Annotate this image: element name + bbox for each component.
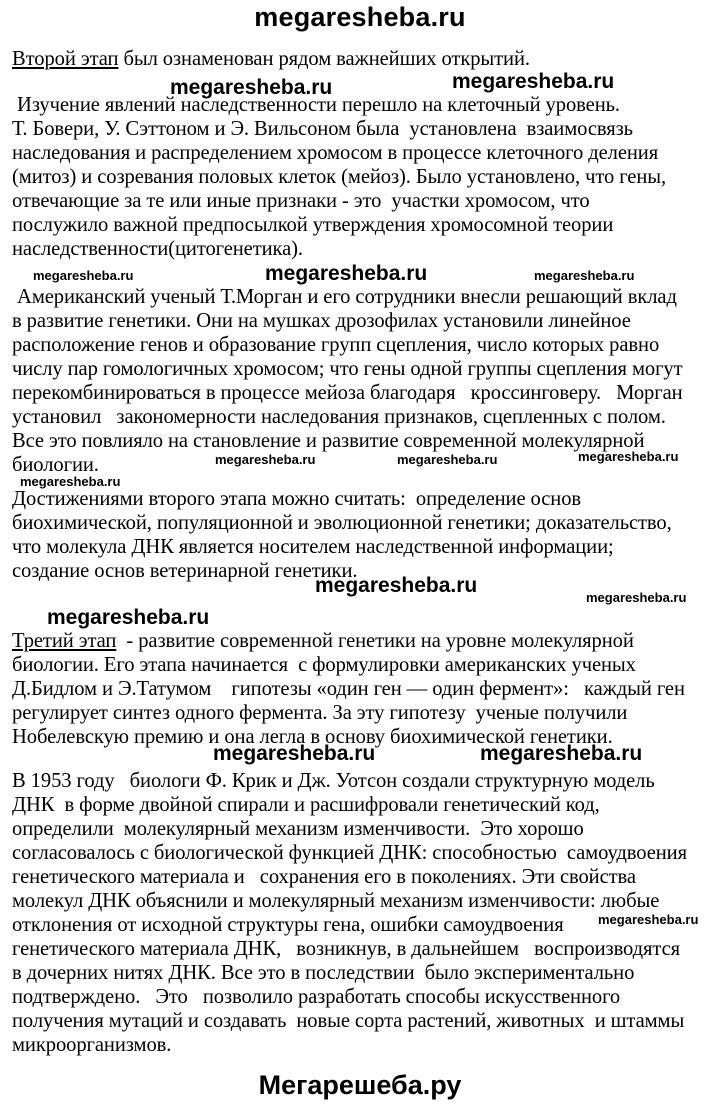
text-line: Изучение явлений наследственности перешло на клеточный уровень. (12, 94, 620, 116)
text-line: Достижениями второго этапа можно считать: определение основ (12, 488, 582, 510)
site-header: megaresheba.ru (254, 2, 466, 32)
text-line: отклонения от исходной структуры гена, ошибки самоудвоения (12, 914, 564, 936)
watermark: megaresheba.ru (598, 912, 699, 927)
text-line: в дочерних нитях ДНК. Все это в последствии было экспериментально (12, 962, 635, 984)
site-footer: Мегарешеба.ру (258, 1070, 462, 1100)
text-line: Все это повлияло на становление и развитие современной молекулярной (12, 430, 645, 452)
text-line: в развитие генетики. Они на мушках дрозофилах установили линейное (12, 310, 631, 332)
text-line: создание основ ветеринарной генетики. (12, 560, 358, 582)
text-line: ДНК в форме двойной спирали и расшифровали генетический код, (12, 794, 600, 816)
text-line: Т. Бовери, У. Сэттоном и Э. Вильсоном была установлена взаимосвязь (12, 118, 633, 140)
text-line: генетического материала ДНК, возникнув, в дальнейшем воспроизводятся (12, 938, 680, 960)
watermark: megaresheba.ru (578, 449, 679, 464)
stage-two-label: Второй этап (12, 48, 119, 70)
text-line: перекомбинироваться в процессе мейоза благодаря кроссинговеру. Морган (12, 382, 683, 404)
text-line: генетического материала и сохранения его в поколениях. Эти свойства (12, 866, 636, 888)
text-line: установил закономерности наследования признаков, сцепленных с полом. (12, 406, 666, 428)
text-line: молекул ДНК объяснили и молекулярный механизм изменчивости: любые (12, 890, 660, 912)
watermark: megaresheba.ru (33, 268, 134, 283)
text-line: биохимической, популяционной и эволюционной генетики; доказательство, (12, 512, 672, 534)
watermark: megaresheba.ru (20, 474, 121, 489)
text-line: что молекула ДНК является носителем наследственной информации; (12, 536, 614, 558)
text-line: определили молекулярный механизм изменчивости. Это хорошо (12, 818, 584, 840)
text-line: отвечающие за те или иные признаки - это участки хромосом, что (12, 190, 590, 212)
watermark: megaresheba.ru (534, 268, 635, 283)
text-line: (митоз) и созревания половых клеток (мейоз). Было установлено, что гены, (12, 166, 667, 188)
watermark: megaresheba.ru (265, 262, 428, 285)
text-line: послужило важной предпосылкой утверждения хромосомной теории (12, 214, 614, 236)
text-line: подтверждено. Это позволило разработать способы искусственного (12, 986, 621, 1008)
text-line: наследственности(цитогенетика). (12, 238, 303, 260)
watermark: megaresheba.ru (170, 76, 333, 99)
watermark: megaresheba.ru (215, 452, 316, 467)
text-line: биологии. Его этапа начинается с формулировки американских ученых (12, 654, 636, 676)
text-line: микроорганизмов. (12, 1034, 172, 1056)
text-line: согласовалось с биологической функцией ДНК: способностью самоудвоения (12, 842, 687, 864)
watermark: megaresheba.ru (47, 606, 210, 629)
text-line: Нобелевскую премию и она легла в основу биохимической генетики. (12, 726, 613, 748)
text-line: расположение генов и образование групп сцепления, число которых равно (12, 334, 660, 356)
text-line: Второй этап был ознаменован рядом важнейших открытий. (12, 48, 530, 70)
stage-three-label: Третий этап (12, 630, 117, 652)
watermark: megaresheba.ru (586, 590, 687, 605)
text-line: получения мутаций и создавать новые сорта растений, животных и штаммы (12, 1010, 685, 1032)
text-line: регулирует синтез одного фермента. За эту гипотезу ученые получили (12, 702, 628, 724)
text-line: Третий этап - развитие современной генетики на уровне молекулярной (12, 630, 634, 652)
text-line: числу пар гомологичных хромосом; что гены одной группы сцепления могут (12, 358, 683, 380)
text-line: В 1953 году биологи Ф. Крик и Дж. Уотсон создали структурную модель (12, 770, 655, 792)
text-line: биологии. (12, 454, 99, 476)
watermark: megaresheba.ru (315, 574, 478, 597)
watermark: megaresheba.ru (480, 742, 643, 765)
text-line: Д.Бидлом и Э.Татумом гипотезы «один ген — один фермент»: каждый ген (12, 678, 685, 700)
text-line: наследования и распределением хромосом в процессе клеточного деления (12, 142, 659, 164)
watermark: megaresheba.ru (213, 742, 376, 765)
text-line: Американский ученый Т.Морган и его сотрудники внесли решающий вклад (12, 286, 677, 308)
watermark: megaresheba.ru (397, 452, 498, 467)
watermark: megaresheba.ru (452, 70, 615, 93)
